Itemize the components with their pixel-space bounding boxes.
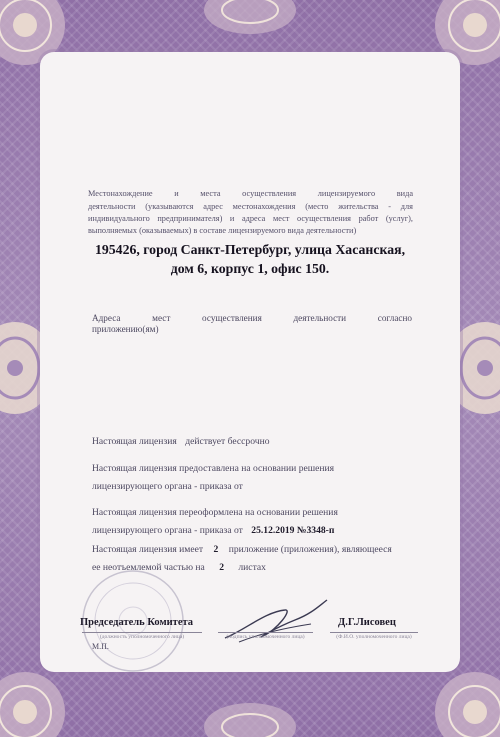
address-block — [60, 240, 440, 278]
basis-granted-line-1: Настоящая лицензия предоставлена на основании решения — [92, 463, 335, 474]
location-intro-line: Местонахождение и места осуществления лицензируемого вида — [88, 189, 413, 198]
top-ornament — [200, 0, 300, 40]
signatory-name: Д.Г.Лисовец — [338, 617, 396, 628]
activity-places-line-1: Адреса мест осуществления деятельности согласно — [92, 313, 412, 323]
basis-reissued — [92, 504, 338, 540]
signatory-position: Председатель Комитета — [80, 617, 194, 628]
validity-row — [92, 433, 270, 451]
validity-value: действует бессрочно — [185, 436, 270, 447]
corner-ornament-bottom-left — [0, 667, 70, 737]
basis-reissued-line-1: Настоящая лицензия переоформлена на основании решения — [92, 507, 338, 518]
location-intro-last — [88, 225, 413, 238]
name-caption: (Ф.И.О. уполномоченного лица) — [330, 632, 418, 640]
corner-ornament-bottom-right — [430, 667, 500, 737]
basis-reissued-line-2-text: лицензирующего органа - приказа от — [92, 525, 243, 536]
appendix-count: 2 — [213, 544, 219, 555]
reissue-order: 25.12.2019 №3348-п — [251, 525, 335, 536]
location-intro-line: деятельности (указываются адрес местонахождения (место жительства - для — [88, 201, 413, 211]
stamp-place-label: М.П. — [92, 642, 109, 651]
appendix-line-1-part1: Настоящая лицензия имеет — [92, 544, 204, 555]
position-caption: (должность уполномоченного лица) — [82, 632, 202, 640]
appendix-sheets-count: 2 — [219, 562, 224, 573]
appendix-line-2-part2: листах — [238, 562, 266, 573]
activity-places-line-2: приложению(ям) — [92, 324, 159, 334]
location-intro-line: выполняемых (оказываемых) в составе лицензируемого вида деятельности) — [88, 226, 357, 235]
location-intro — [88, 188, 413, 226]
location-intro-line: индивидуального предпринимателя) и адреса мест осуществления работ (услуг), — [88, 214, 413, 224]
basis-granted — [92, 460, 334, 496]
appendix-line-1-part2: приложение (приложения), являющееся — [228, 544, 392, 555]
handwritten-signature — [215, 590, 335, 650]
validity-label: Настоящая лицензия — [92, 436, 177, 447]
basis-reissued-line-2 — [92, 522, 338, 540]
appendix-line-2-part1: ее неотъемлемой частью на — [92, 562, 205, 573]
signature-caption: (подпись уполномоченного лица) — [218, 632, 313, 640]
bottom-ornament — [200, 697, 300, 737]
address-line-1: 195426, город Санкт-Петербург, улица Хасанская, — [94, 242, 406, 257]
basis-granted-line-2: лицензирующего органа - приказа от — [92, 481, 243, 492]
address-line-2: дом 6, корпус 1, офис 150. — [170, 261, 330, 276]
appendix-line-1 — [92, 541, 392, 559]
